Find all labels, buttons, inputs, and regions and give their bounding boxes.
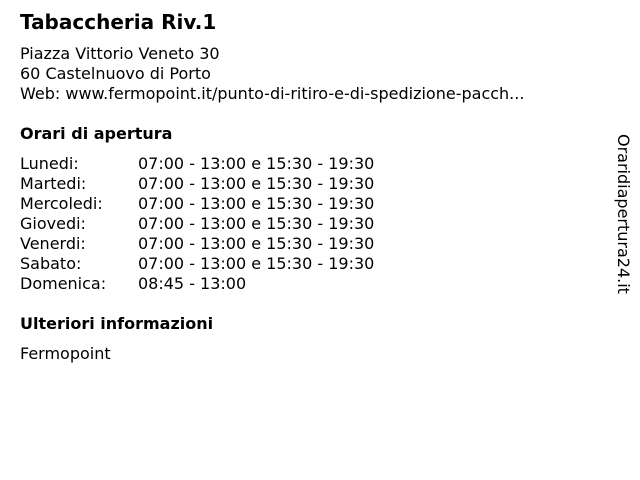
additional-info-heading: Ulteriori informazioni xyxy=(20,314,214,333)
hours-time: 08:45 - 13:00 xyxy=(138,274,247,293)
hours-time: 07:00 - 13:00 e 15:30 - 19:30 xyxy=(138,214,375,233)
hours-day: Venerdi: xyxy=(20,234,86,253)
hours-day: Mercoledi: xyxy=(20,194,103,213)
hours-day: Martedi: xyxy=(20,174,87,193)
hours-time: 07:00 - 13:00 e 15:30 - 19:30 xyxy=(138,174,375,193)
hours-day: Sabato: xyxy=(20,254,82,273)
site-brand-text: Oraridiapertura24.it xyxy=(614,134,633,294)
hours-day: Giovedi: xyxy=(20,214,86,233)
store-name: Tabaccheria Riv.1 xyxy=(20,10,217,34)
hours-day: Domenica: xyxy=(20,274,107,293)
hours-time: 07:00 - 13:00 e 15:30 - 19:30 xyxy=(138,194,375,213)
address-city: 60 Castelnuovo di Porto xyxy=(20,64,211,83)
hours-time: 07:00 - 13:00 e 15:30 - 19:30 xyxy=(138,154,375,173)
site-brand-vertical xyxy=(611,134,635,314)
hours-day: Lunedi: xyxy=(20,154,79,173)
hours-time: 07:00 - 13:00 e 15:30 - 19:30 xyxy=(138,254,375,273)
store-address xyxy=(20,44,524,104)
store-website: Web: www.fermopoint.it/punto-di-ritiro-e-di-spedizione-pacch... xyxy=(20,84,525,103)
opening-hours-heading: Orari di apertura xyxy=(20,124,173,143)
additional-info-text: Fermopoint xyxy=(20,344,111,363)
address-street: Piazza Vittorio Veneto 30 xyxy=(20,44,220,63)
hours-time: 07:00 - 13:00 e 15:30 - 19:30 xyxy=(138,234,375,253)
